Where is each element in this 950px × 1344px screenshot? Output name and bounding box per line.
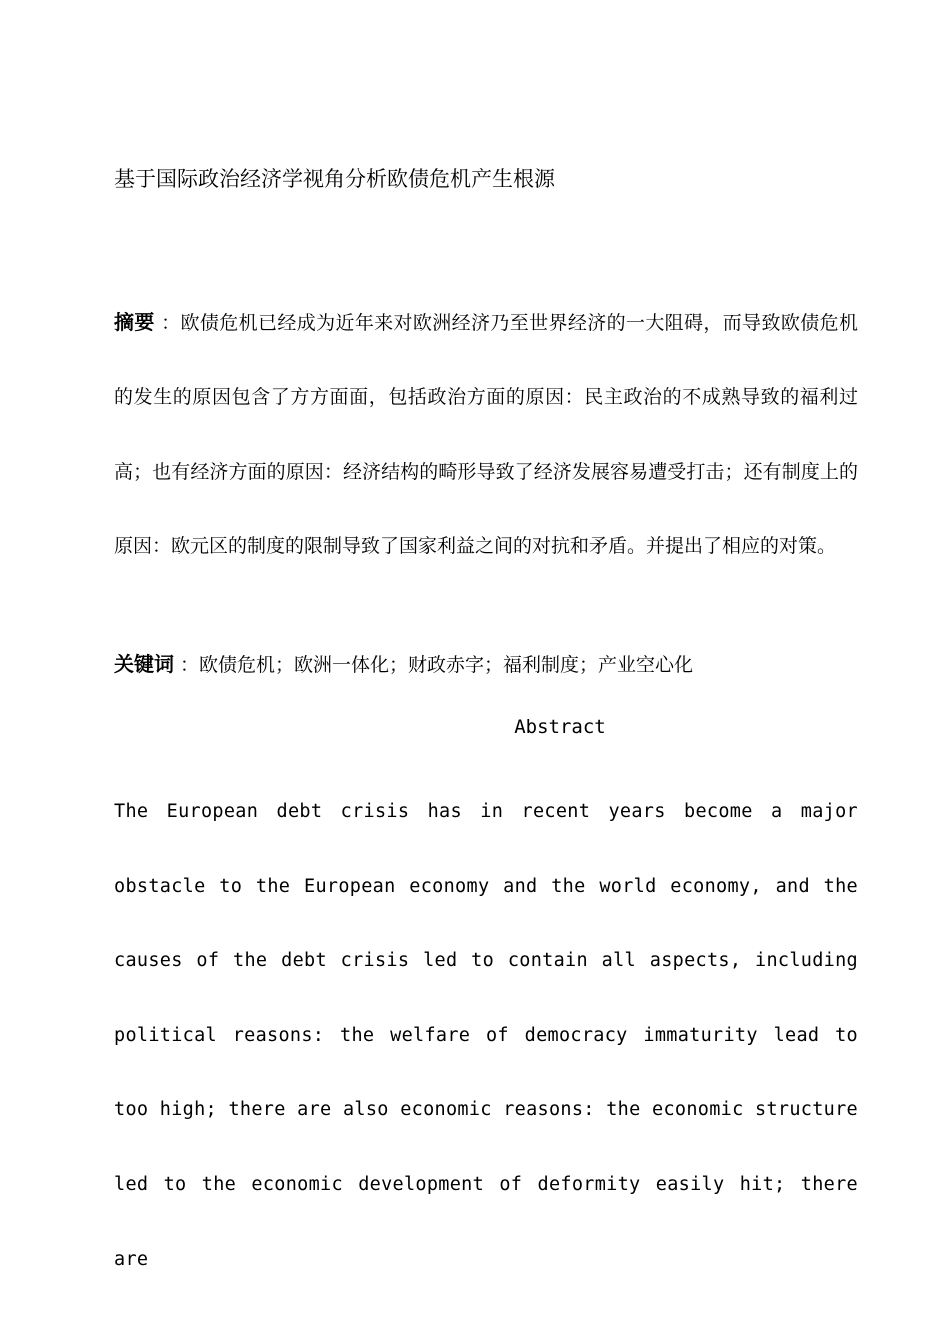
chinese-abstract (114, 285, 858, 584)
keywords-label: 关键词 (114, 652, 174, 676)
chinese-abstract-text: 欧债危机已经成为近年来对欧洲经济乃至世界经济的一大阻碍，而导致欧债危机的发生的原因包含了方方面面，包括政治方面的原因：民主政治的不成熟导致的福利过高；也有经济方面的原因：经济结构的畸形导致了经济发展容易遭受打击；还有制度上的原因：欧元区的制度的限制导致了国家利益之间的对抗和矛盾。并提出了相应的对策。 (114, 312, 858, 558)
keywords-line (114, 648, 858, 681)
chinese-abstract-separator: ： (154, 312, 181, 334)
keywords-separator: ： (174, 654, 200, 676)
keywords-text: 欧债危机；欧洲一体化；财政赤字；福利制度；产业空心化 (199, 654, 694, 676)
english-abstract-heading: Abstract (514, 716, 606, 738)
english-abstract-text: The European debt crisis has in recent years become a major obstacle to the European economy and the world economy, and the causes of the debt crisis led to contain all aspects, including political reasons: the welfare of democracy immaturity lead to too high; there are also economic reasons: the economic structure led to the economic development of deformity easily hit; there are (114, 801, 858, 1270)
document-title: 基于国际政治经济学视角分析欧债危机产生根源 (114, 167, 555, 191)
chinese-abstract-label: 摘要 (114, 310, 155, 334)
